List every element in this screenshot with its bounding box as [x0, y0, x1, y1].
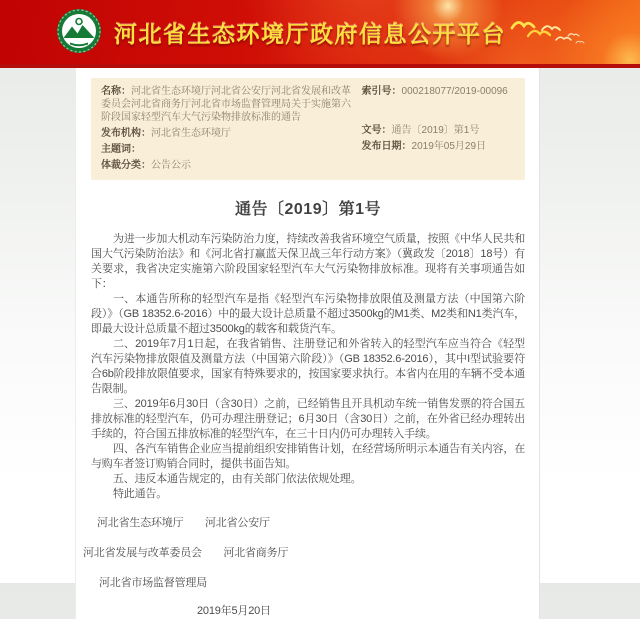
signature-block [83, 516, 525, 619]
name-label: 名称： [101, 86, 131, 97]
metadata-row-name [101, 85, 354, 124]
metadata-row-doc-no [362, 124, 515, 137]
pub-date-value: 2019年05月29日 [411, 141, 487, 152]
doves-decoration-icon [508, 16, 588, 50]
notice-paragraph: 二、2019年7月1日起，在我省销售、注册登记和外省转入的轻型汽车应当符合《轻型汽车污染物排放限值及测量方法（中国第六阶段）》（GB 18352.6-2016），其中I型试验要符合6b阶段排放限值要求，国家有特殊要求的，按国家要求执行。本省内在用的车辆不受本通告限制。 [91, 338, 525, 395]
genre-label: 体裁分类： [101, 160, 151, 171]
notice-paragraph: 五、违反本通告规定的，由有关部门依法依规处理。 [113, 473, 362, 485]
signature-line: 河北省发展与改革委员会 河北省商务厅 [83, 547, 289, 559]
notice-paragraph: 三、2019年6月30日（含30日）之前，已经销售且开具机动车统一销售发票的符合国五排放标准的轻型汽车，仍可办理注册登记；6月30日（含30日）之前，在外省已经办理转出手续的，符合国五排放标准的轻型汽车，在三十日内仍可办理转入手续。 [91, 398, 525, 440]
notice-paragraph: 为进一步加大机动车污染防治力度，持续改善我省环境空气质量，按照《中华人民共和国大气污染防治法》和《河北省打赢蓝天保卫战三年行动方案》（冀政发〔2018〕18号）有关要求，我省决定实施第六阶段国家轻型汽车大气污染物排放标准。现将有关事项通告如下： [91, 233, 525, 290]
document-metadata-box [91, 78, 525, 180]
metadata-row-genre [101, 159, 354, 172]
notice-paragraph: 四、各汽车销售企业应当提前组织安排销售计划，在经营场所明示本通告有关内容，在与购车者签订购销合同时，提供书面告知。 [91, 443, 525, 470]
index-no-label: 索引号： [361, 86, 402, 97]
subject-label: 主题词： [101, 144, 141, 155]
metadata-left-column [101, 85, 354, 172]
notice-body [91, 232, 525, 502]
genre-value: 公告公示 [151, 160, 191, 171]
name-value: 河北省生态环境厅河北省公安厅河北省发展和改革委员会河北省商务厅河北省市场监督管理局关于实施第六阶段国家轻型汽车大气污染物排放标准的通告 [101, 86, 351, 123]
ecology-environment-emblem-icon [56, 8, 102, 54]
index-no-value: 000218077/2019-00096 [401, 86, 508, 97]
metadata-row-subject [101, 143, 354, 156]
notice-title: 通告〔2019〕第1号 [235, 201, 381, 218]
doc-no-value: 通告〔2019〕第1号 [391, 125, 480, 136]
metadata-row-agency [101, 127, 354, 140]
metadata-row-index-no [362, 85, 515, 98]
notice-paragraph: 一、本通告所称的轻型汽车是指《轻型汽车污染物排放限值及测量方法（中国第六阶段）》（GB 18352.6-2016）中的最大设计总质量不超过3500kg的M1类、M2类和N1类汽车，即最大设计总质量不超过3500kg的载客和载货汽车。 [91, 293, 525, 335]
doc-no-label: 文号： [361, 125, 392, 136]
notice-paragraph: 特此通告。 [113, 488, 167, 500]
signature-line: 河北省生态环境厅 河北省公安厅 [97, 517, 270, 529]
notice-date: 2019年5月20日 [197, 605, 271, 617]
agency-value: 河北省生态环境厅 [151, 128, 231, 139]
signature-line: 河北省市场监督管理局 [99, 577, 207, 589]
content-card [75, 68, 540, 619]
pub-date-label: 发布日期： [361, 141, 412, 152]
platform-title: 河北省生态环境厅政府信息公开平台 [114, 20, 506, 47]
metadata-row-pub-date [362, 140, 515, 153]
agency-label: 发布机构： [101, 128, 151, 139]
metadata-right-column [354, 85, 515, 172]
header-banner [0, 0, 640, 68]
metadata-spacer [362, 98, 515, 121]
